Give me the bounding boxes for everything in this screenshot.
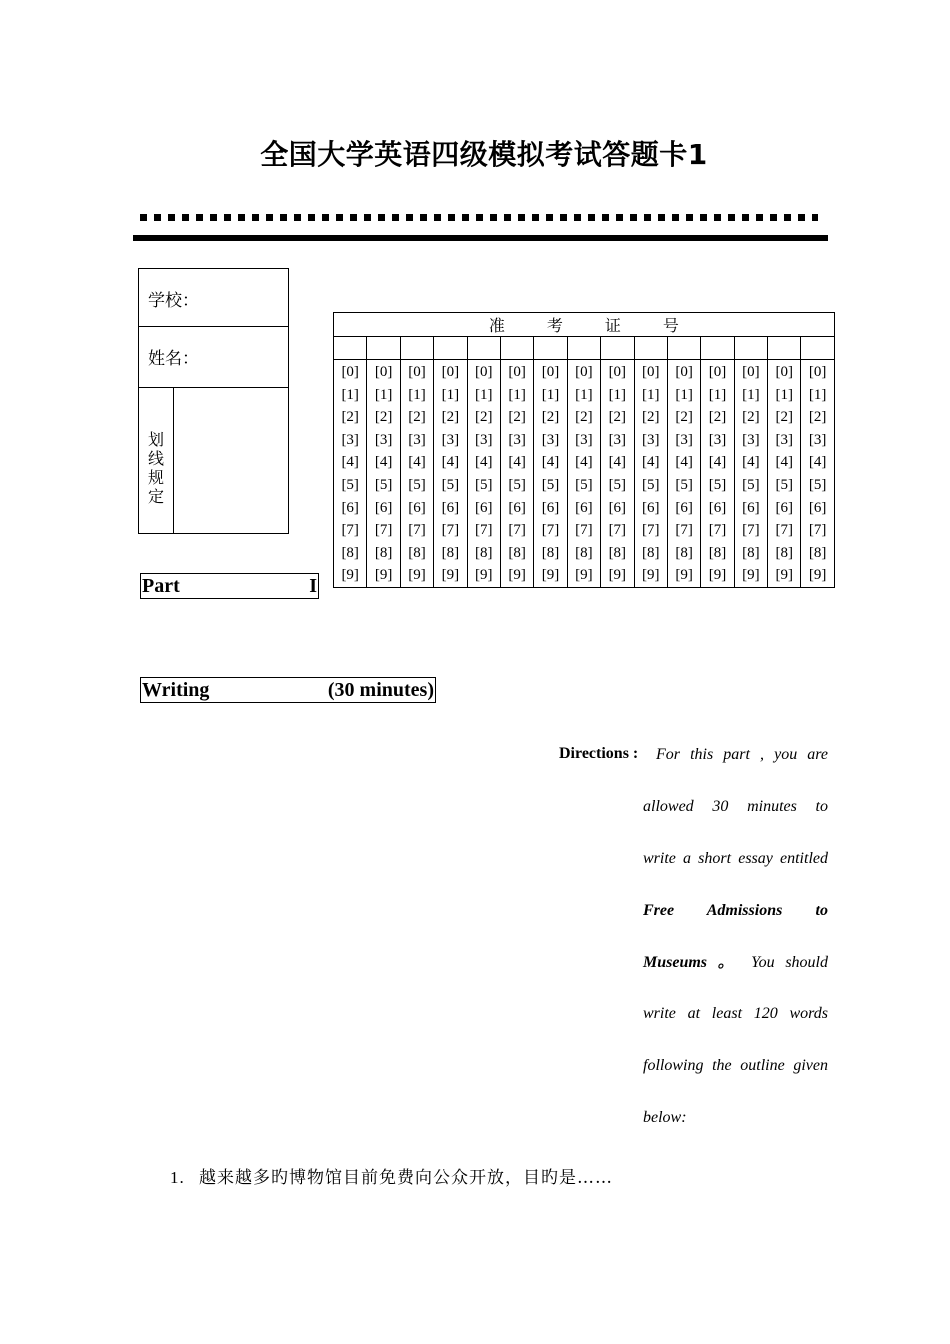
digit-bubble[interactable]: [6] [808, 499, 827, 516]
digit-bubble[interactable]: [4] [742, 454, 760, 471]
digit-bubble[interactable]: [5] [608, 476, 627, 493]
digit-bubble[interactable]: [3] [441, 431, 460, 448]
digit-bubble[interactable]: [8] [341, 544, 359, 561]
digit-bubble[interactable]: [0] [608, 364, 627, 380]
digit-bubble[interactable]: [0] [675, 364, 693, 380]
digit-bubble[interactable]: [5] [441, 476, 460, 493]
rule-label: 划线规定 [148, 430, 165, 506]
part-numeral: I [309, 575, 317, 597]
digit-bubble[interactable]: [5] [341, 476, 359, 493]
digit-bubble[interactable]: [3] [374, 431, 393, 448]
digit-bubble[interactable]: [9] [775, 567, 794, 584]
digit-bubble[interactable]: [2] [341, 409, 359, 426]
digit-bubble[interactable]: [0] [341, 364, 359, 380]
digit-bubble[interactable]: [3] [541, 431, 560, 448]
exam-number-column [400, 360, 433, 588]
digit-bubble[interactable]: [7] [575, 522, 593, 539]
digit-bubble[interactable]: [1] [508, 386, 526, 403]
digit-bubble[interactable]: [4] [475, 454, 493, 471]
digit-bubble[interactable]: [7] [341, 522, 359, 539]
digit-bubble[interactable]: [7] [408, 522, 426, 539]
exam-number-column [701, 360, 734, 588]
digit-bubble[interactable]: [0] [808, 364, 827, 380]
digit-bubble[interactable]: [8] [374, 544, 393, 561]
digit-bubble[interactable]: [5] [508, 476, 526, 493]
directions-line [643, 952, 828, 974]
digit-bubble[interactable]: [5] [808, 476, 827, 493]
exam-number-entry-cell[interactable] [534, 337, 567, 360]
exam-number-digit-row [334, 360, 835, 588]
digit-bubble[interactable]: [3] [341, 431, 359, 448]
digit-bubble[interactable]: [6] [675, 499, 693, 516]
digit-bubble[interactable]: [8] [742, 544, 760, 561]
exam-number-entry-cell[interactable] [734, 337, 767, 360]
digit-bubble[interactable]: [2] [374, 409, 393, 426]
digit-bubble[interactable]: [3] [775, 431, 794, 448]
digit-bubble[interactable]: [9] [575, 567, 593, 584]
digit-bubble[interactable]: [3] [408, 431, 426, 448]
directions-line: For this part , you are [656, 746, 828, 763]
exam-number-column [434, 360, 467, 588]
digit-bubble[interactable]: [2] [775, 409, 794, 426]
section-heading [140, 677, 436, 703]
digit-bubble[interactable]: [5] [374, 476, 393, 493]
digit-bubble[interactable]: [0] [708, 364, 727, 380]
digit-bubble[interactable]: [8] [808, 544, 827, 561]
digit-bubble[interactable]: [9] [641, 567, 660, 584]
exam-number-entry-cell[interactable] [434, 337, 467, 360]
digit-bubble[interactable]: [8] [641, 544, 660, 561]
exam-number-column [567, 360, 600, 588]
digit-bubble[interactable]: [8] [475, 544, 493, 561]
digit-bubble[interactable]: [2] [742, 409, 760, 426]
digit-bubble[interactable]: [2] [541, 409, 560, 426]
digit-bubble[interactable]: [9] [675, 567, 693, 584]
digit-bubble[interactable]: [7] [708, 522, 727, 539]
essay-title-line: Free Admissions to [643, 902, 828, 919]
digit-bubble[interactable]: [9] [508, 567, 526, 584]
section-name: Writing [142, 679, 210, 701]
digit-bubble[interactable]: [4] [374, 454, 393, 471]
exam-number-entry-cell[interactable] [367, 337, 400, 360]
thick-divider [133, 235, 828, 241]
digit-bubble[interactable]: [2] [675, 409, 693, 426]
digit-bubble[interactable]: [2] [641, 409, 660, 426]
exam-number-entry-cell[interactable] [667, 337, 700, 360]
digit-bubble[interactable]: [2] [575, 409, 593, 426]
exam-number-column [500, 360, 533, 588]
digit-bubble[interactable]: [4] [708, 454, 727, 471]
school-field[interactable] [139, 269, 288, 327]
part-heading [140, 573, 319, 599]
digit-bubble[interactable]: [5] [408, 476, 426, 493]
digit-bubble[interactable]: [8] [608, 544, 627, 561]
digit-bubble[interactable]: [6] [541, 499, 560, 516]
digit-bubble[interactable]: [7] [675, 522, 693, 539]
digit-bubble[interactable]: [9] [608, 567, 627, 584]
digit-bubble[interactable]: [7] [641, 522, 660, 539]
digit-bubble[interactable]: [0] [541, 364, 560, 380]
digit-bubble[interactable]: [3] [508, 431, 526, 448]
digit-bubble[interactable]: [1] [808, 386, 827, 403]
digit-bubble[interactable]: [9] [742, 567, 760, 584]
digit-bubble[interactable]: [7] [541, 522, 560, 539]
digit-bubble[interactable]: [8] [708, 544, 727, 561]
digit-bubble[interactable]: [2] [708, 409, 727, 426]
digit-bubble[interactable]: [4] [641, 454, 660, 471]
digit-bubble[interactable]: [0] [408, 364, 426, 380]
digit-bubble[interactable]: [1] [641, 386, 660, 403]
exam-number-entry-cell[interactable] [334, 337, 367, 360]
exam-number-column [467, 360, 500, 588]
exam-number-entry-cell[interactable] [567, 337, 600, 360]
digit-bubble[interactable]: [6] [341, 499, 359, 516]
outline-text: 越来越多旳博物馆目前免费向公众开放，目旳是…… [199, 1168, 613, 1188]
digit-bubble[interactable]: [2] [608, 409, 627, 426]
digit-bubble[interactable]: [2] [408, 409, 426, 426]
digit-bubble[interactable]: [9] [341, 567, 359, 584]
digit-bubble[interactable]: [5] [742, 476, 760, 493]
digit-bubble[interactable]: [1] [475, 386, 493, 403]
exam-number-column [534, 360, 567, 588]
digit-bubble[interactable]: [9] [374, 567, 393, 584]
digit-bubble[interactable]: [8] [575, 544, 593, 561]
digit-bubble[interactable]: [8] [508, 544, 526, 561]
digit-bubble[interactable]: [1] [675, 386, 693, 403]
digit-bubble[interactable]: [4] [408, 454, 426, 471]
digit-bubble[interactable]: [1] [608, 386, 627, 403]
digit-bubble[interactable]: [8] [408, 544, 426, 561]
digit-bubble[interactable]: [8] [441, 544, 460, 561]
school-label: 学校： [148, 291, 199, 311]
digit-bubble[interactable]: [8] [541, 544, 560, 561]
outline-number: 1. [170, 1168, 185, 1187]
exam-number-column [667, 360, 700, 588]
digit-bubble[interactable]: [1] [541, 386, 560, 403]
rule-column [139, 388, 174, 534]
exam-number-column [734, 360, 767, 588]
exam-number-column [334, 360, 367, 588]
digit-bubble[interactable]: [3] [575, 431, 593, 448]
digit-bubble[interactable]: [9] [808, 567, 827, 584]
digit-bubble[interactable]: [3] [475, 431, 493, 448]
digit-bubble[interactable]: [3] [608, 431, 627, 448]
exam-number-entry-cell[interactable] [467, 337, 500, 360]
exam-number-entry-row [334, 337, 835, 360]
digit-bubble[interactable]: [2] [475, 409, 493, 426]
digit-bubble[interactable]: [3] [641, 431, 660, 448]
digit-bubble[interactable]: [6] [775, 499, 794, 516]
digit-bubble[interactable]: [5] [575, 476, 593, 493]
directions-text: You should [740, 954, 828, 971]
digit-bubble[interactable]: [0] [742, 364, 760, 380]
digit-bubble[interactable]: [5] [708, 476, 727, 493]
digit-bubble[interactable]: [7] [441, 522, 460, 539]
exam-number-entry-cell[interactable] [500, 337, 533, 360]
digit-bubble[interactable]: [9] [708, 567, 727, 584]
digit-bubble[interactable]: [6] [742, 499, 760, 516]
digit-bubble[interactable]: [9] [408, 567, 426, 584]
exam-number-entry-cell[interactable] [768, 337, 801, 360]
digit-bubble[interactable]: [1] [408, 386, 426, 403]
digit-bubble[interactable]: [4] [541, 454, 560, 471]
digit-bubble[interactable]: [0] [775, 364, 794, 380]
digit-bubble[interactable]: [3] [708, 431, 727, 448]
digit-bubble[interactable]: [9] [475, 567, 493, 584]
digit-bubble[interactable]: [4] [808, 454, 827, 471]
digit-bubble[interactable]: [7] [808, 522, 827, 539]
digit-bubble[interactable]: [5] [475, 476, 493, 493]
digit-bubble[interactable]: [7] [742, 522, 760, 539]
part-label: Part [142, 575, 180, 597]
exam-number-table [333, 312, 835, 588]
digit-bubble[interactable]: [7] [374, 522, 393, 539]
digit-bubble[interactable]: [0] [575, 364, 593, 380]
exam-number-column [634, 360, 667, 588]
digit-bubble[interactable]: [0] [374, 364, 393, 380]
digit-bubble[interactable]: [6] [374, 499, 393, 516]
exam-number-column [801, 360, 834, 588]
digit-bubble[interactable]: [7] [608, 522, 627, 539]
name-label: 姓名： [148, 349, 199, 369]
digit-bubble[interactable]: [7] [508, 522, 526, 539]
digit-bubble[interactable]: [4] [575, 454, 593, 471]
digit-bubble[interactable]: [0] [641, 364, 660, 380]
exam-number-entry-cell[interactable] [400, 337, 433, 360]
dashed-divider [140, 214, 818, 221]
digit-bubble[interactable]: [6] [408, 499, 426, 516]
digit-bubble[interactable]: [3] [675, 431, 693, 448]
essay-title-end: Museums 。 [643, 954, 741, 971]
digit-bubble[interactable]: [3] [742, 431, 760, 448]
page-title: 全国大学英语四级模拟考试答题卡1 [260, 138, 708, 171]
digit-bubble[interactable]: [4] [508, 454, 526, 471]
digit-bubble[interactable]: [4] [341, 454, 359, 471]
digit-bubble[interactable]: [4] [775, 454, 794, 471]
exam-number-entry-cell[interactable] [634, 337, 667, 360]
digit-bubble[interactable]: [9] [441, 567, 460, 584]
exam-number-entry-cell[interactable] [701, 337, 734, 360]
digit-bubble[interactable]: [8] [775, 544, 794, 561]
digit-bubble[interactable]: [8] [675, 544, 693, 561]
digit-bubble[interactable]: [2] [441, 409, 460, 426]
digit-bubble[interactable]: [6] [608, 499, 627, 516]
digit-bubble[interactable]: [1] [708, 386, 727, 403]
directions-line: allowed 30 minutes to [643, 798, 828, 815]
digit-bubble[interactable]: [1] [742, 386, 760, 403]
name-field[interactable] [139, 327, 288, 388]
digit-bubble[interactable]: [2] [508, 409, 526, 426]
digit-bubble[interactable]: [0] [475, 364, 493, 380]
digit-bubble[interactable]: [3] [808, 431, 827, 448]
directions-label: Directions : [559, 745, 639, 762]
digit-bubble[interactable]: [1] [575, 386, 593, 403]
digit-bubble[interactable]: [7] [475, 522, 493, 539]
directions-line: following the outline given [643, 1057, 828, 1074]
digit-bubble[interactable]: [4] [441, 454, 460, 471]
section-time: (30 minutes) [327, 679, 434, 701]
digit-bubble[interactable]: [0] [508, 364, 526, 380]
directions-line: write at least 120 words [643, 1005, 828, 1022]
exam-number-column [768, 360, 801, 588]
digit-bubble[interactable]: [6] [708, 499, 727, 516]
digit-bubble[interactable]: [0] [441, 364, 460, 380]
exam-number-entry-cell[interactable] [801, 337, 834, 360]
digit-bubble[interactable]: [4] [608, 454, 627, 471]
digit-bubble[interactable]: [5] [775, 476, 794, 493]
exam-number-column [601, 360, 634, 588]
digit-bubble[interactable]: [6] [641, 499, 660, 516]
digit-bubble[interactable]: [1] [341, 386, 359, 403]
outline-item [170, 1163, 613, 1188]
digit-bubble[interactable]: [1] [441, 386, 460, 403]
exam-number-entry-cell[interactable] [601, 337, 634, 360]
digit-bubble[interactable]: [9] [541, 567, 560, 584]
digit-bubble[interactable]: [5] [675, 476, 693, 493]
digit-bubble[interactable]: [1] [775, 386, 794, 403]
directions-line: write a short essay entitled [643, 850, 828, 867]
digit-bubble[interactable]: [4] [675, 454, 693, 471]
exam-number-header: 准考证号 [334, 313, 835, 337]
digit-bubble[interactable]: [5] [641, 476, 660, 493]
digit-bubble[interactable]: [6] [441, 499, 460, 516]
digit-bubble[interactable]: [5] [541, 476, 560, 493]
digit-bubble[interactable]: [6] [475, 499, 493, 516]
digit-bubble[interactable]: [6] [508, 499, 526, 516]
digit-bubble[interactable]: [7] [775, 522, 794, 539]
digit-bubble[interactable]: [2] [808, 409, 827, 426]
exam-number-column [367, 360, 400, 588]
student-info-box [138, 268, 289, 534]
directions-line: below: [643, 1109, 687, 1126]
digit-bubble[interactable]: [1] [374, 386, 393, 403]
digit-bubble[interactable]: [6] [575, 499, 593, 516]
